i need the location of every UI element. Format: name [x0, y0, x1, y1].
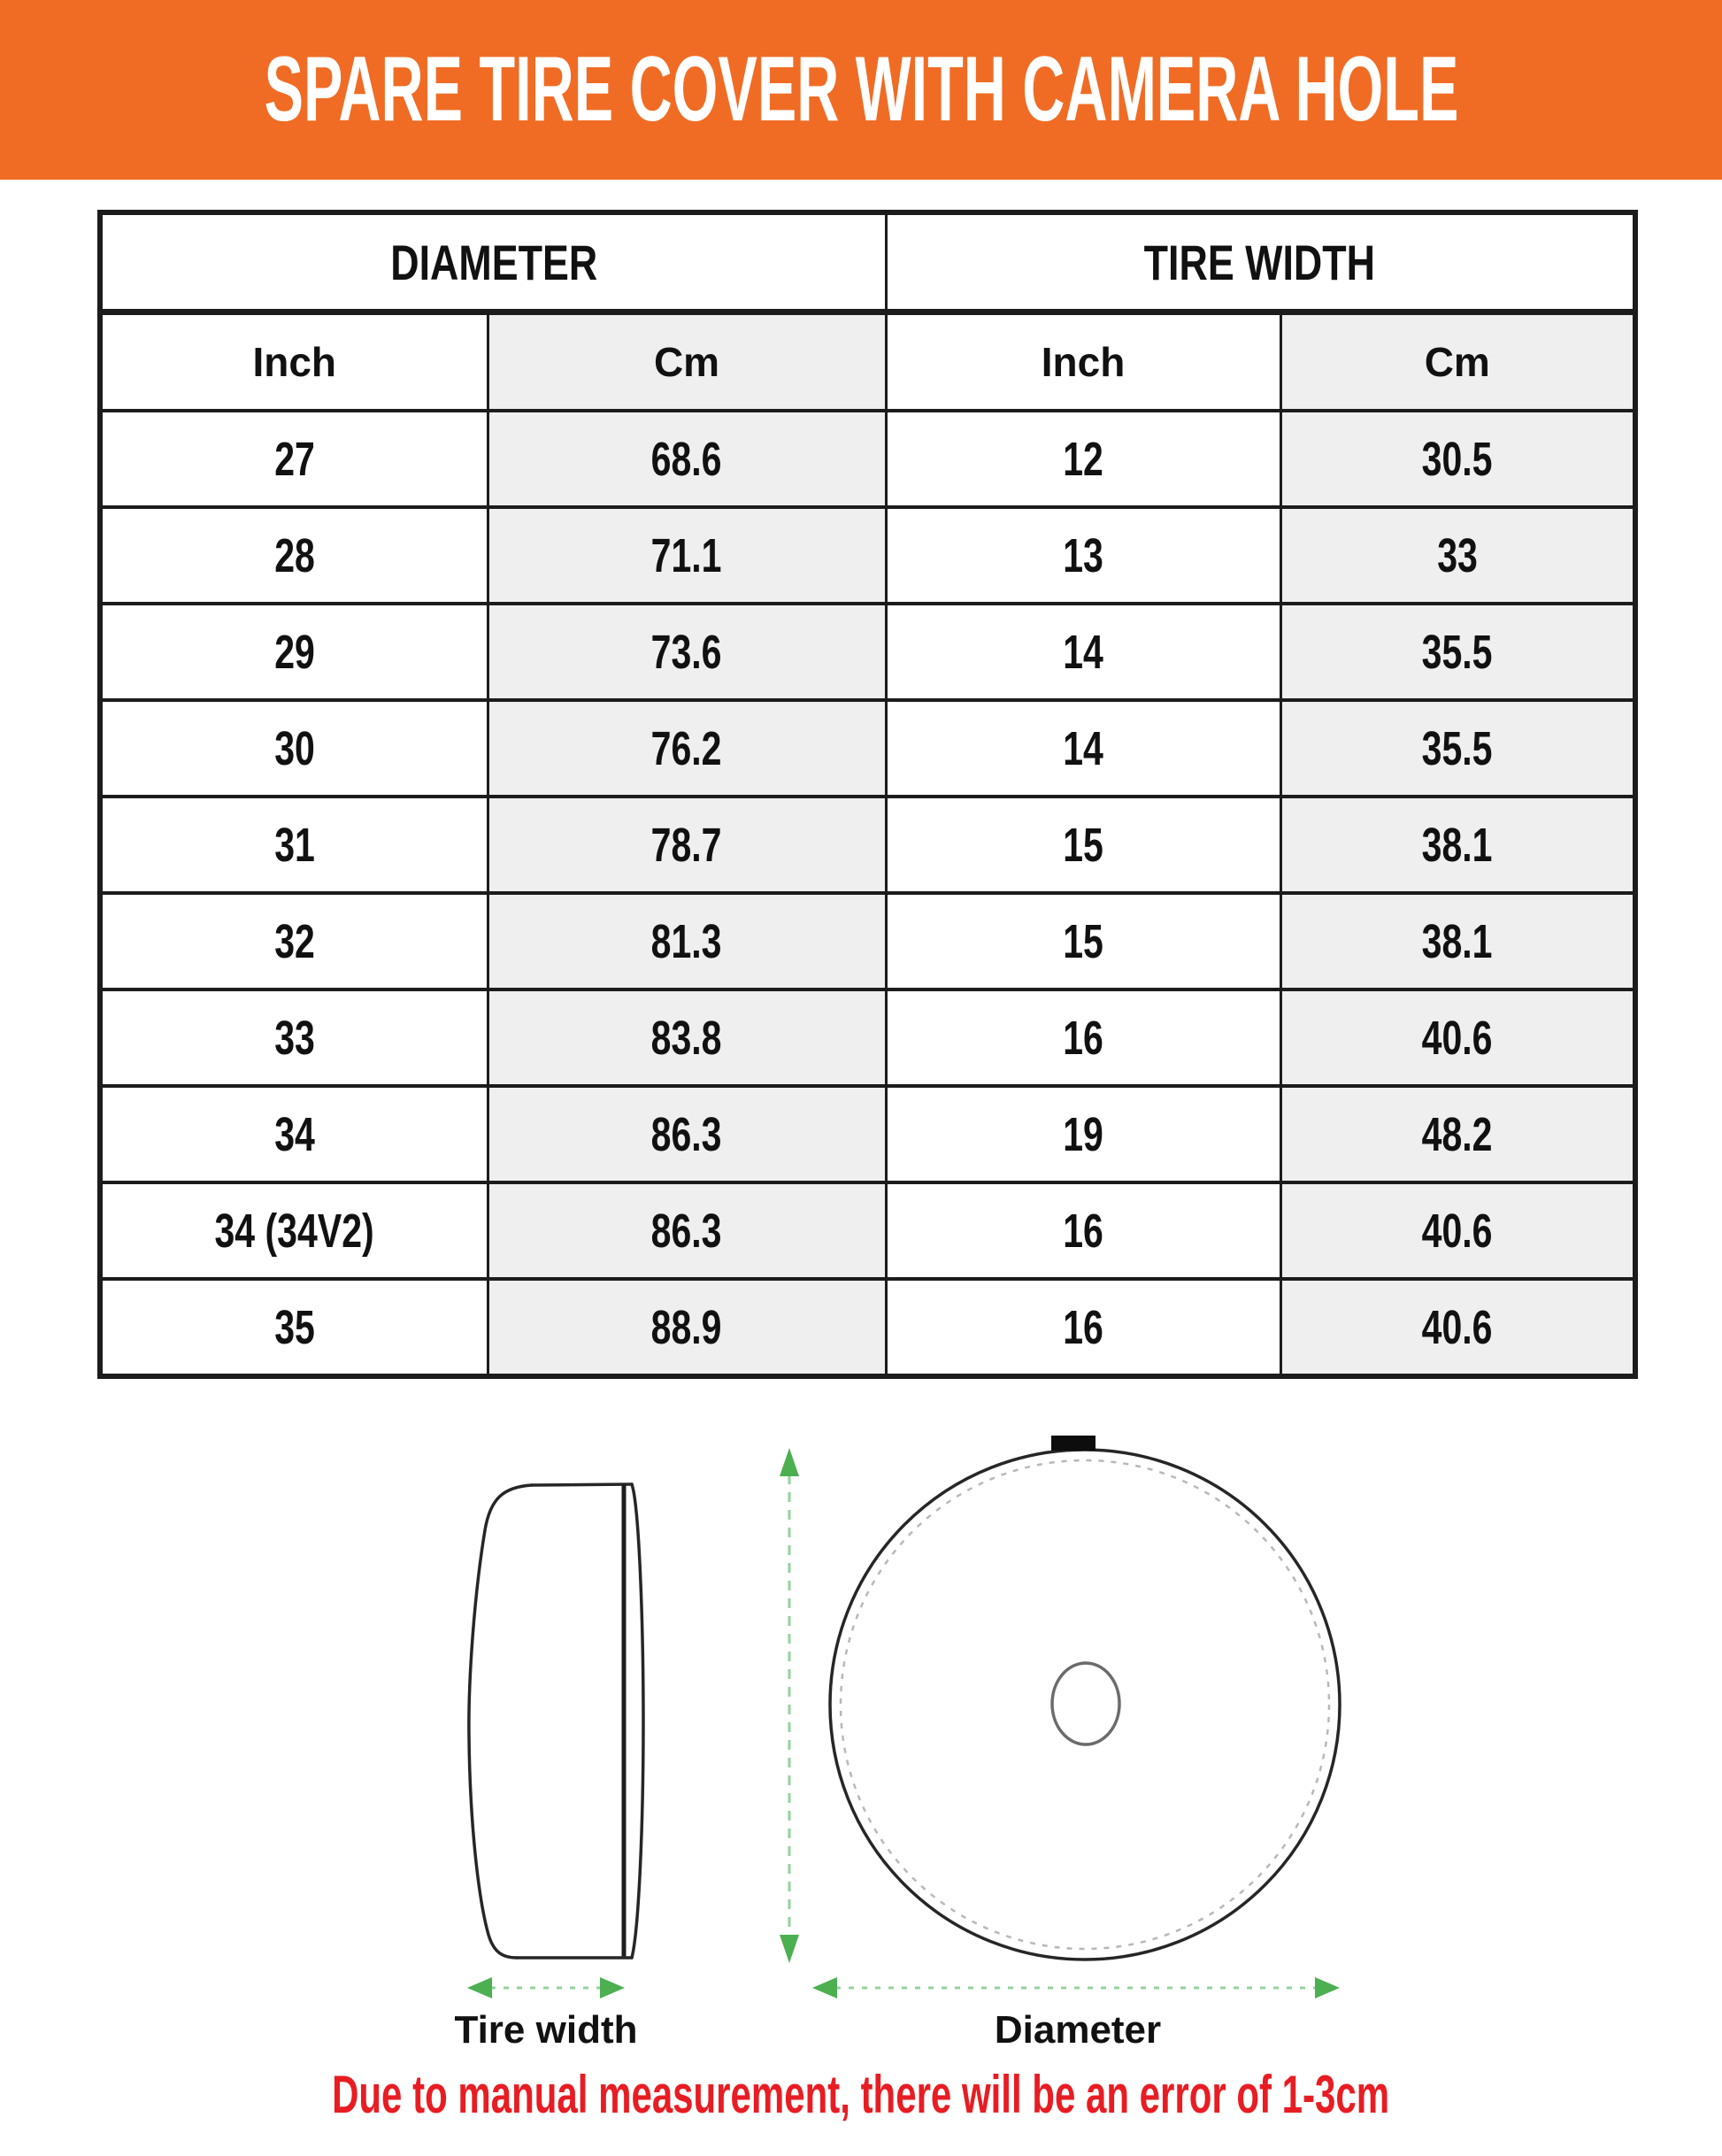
table-cell	[1280, 604, 1635, 700]
page-title: SPARE TIRE COVER WITH CAMERA HOLE	[264, 38, 1458, 141]
cell-value: 12	[1063, 432, 1103, 486]
measurement-diagram	[0, 1416, 1722, 2089]
table-cell	[488, 989, 886, 1086]
table-cell	[488, 411, 886, 507]
cell-value: 16	[1063, 1011, 1103, 1065]
size-table	[97, 210, 1638, 1379]
table-row	[100, 1086, 1635, 1182]
cell-value: 16	[1063, 1300, 1103, 1354]
cell-value: 27	[273, 432, 315, 486]
table-cell	[1280, 1086, 1635, 1182]
table-cell	[1280, 989, 1635, 1086]
diameter-horizontal-arrow	[812, 1977, 1340, 1998]
table-cell	[1280, 411, 1635, 507]
column-header-inch	[100, 312, 488, 412]
column-header-cm	[488, 312, 886, 412]
table-cell	[488, 893, 886, 989]
tire-side-view-drawing	[469, 1484, 643, 1958]
cell-value: 14	[1063, 625, 1103, 679]
cell-value: 76.2	[651, 721, 722, 775]
cell-value: 48.2	[1421, 1107, 1493, 1161]
table-cell	[100, 1086, 488, 1182]
table-row	[100, 893, 1635, 989]
cell-value: 32	[273, 914, 315, 968]
table-cell	[886, 1086, 1280, 1182]
top-tab	[1051, 1436, 1095, 1451]
table-cell	[100, 1182, 488, 1279]
column-header-inch	[886, 312, 1280, 412]
table-cell	[100, 604, 488, 700]
table-row	[100, 989, 1635, 1086]
group-header-tire-width	[886, 212, 1635, 312]
camera-hole	[1052, 1663, 1119, 1744]
table-group-header-row	[100, 212, 1635, 312]
group-header-diameter	[100, 212, 886, 312]
table-cell	[1280, 507, 1635, 604]
cell-value: 83.8	[651, 1011, 722, 1065]
cell-value: 35	[273, 1300, 315, 1354]
column-header-label: Inch	[252, 339, 337, 385]
table-cell	[100, 1279, 488, 1376]
cell-value: 30	[273, 721, 315, 775]
table-cell	[100, 797, 488, 893]
group-header-label: DIAMETER	[389, 234, 597, 290]
table-cell	[488, 1279, 886, 1376]
column-header-label: Cm	[653, 339, 720, 385]
cell-value: 31	[273, 818, 315, 872]
table-cell	[886, 700, 1280, 797]
cell-value: 28	[273, 528, 315, 582]
table-cell	[1280, 797, 1635, 893]
cell-value: 88.9	[651, 1300, 722, 1354]
table-cell	[488, 1182, 886, 1279]
column-header-cm	[1280, 312, 1635, 412]
cell-value: 73.6	[651, 625, 722, 679]
cell-value: 15	[1063, 818, 1103, 872]
cell-value: 14	[1063, 721, 1103, 775]
table-cell	[886, 797, 1280, 893]
column-header-label: Cm	[1424, 339, 1490, 385]
cell-value: 81.3	[651, 914, 722, 968]
cell-value: 15	[1063, 914, 1103, 968]
table-row	[100, 1279, 1635, 1376]
table-row	[100, 411, 1635, 507]
table-cell	[1280, 1182, 1635, 1279]
column-header-label: Inch	[1041, 339, 1126, 385]
table-row	[100, 604, 1635, 700]
footnote	[0, 2064, 1722, 2125]
table-cell	[488, 1086, 886, 1182]
table-cell	[100, 893, 488, 989]
header-banner	[0, 0, 1722, 180]
table-cell	[488, 797, 886, 893]
table-row	[100, 700, 1635, 797]
cell-value: 34	[273, 1107, 315, 1161]
cell-value: 38.1	[1421, 818, 1493, 872]
table-cell	[488, 507, 886, 604]
table-cell	[488, 700, 886, 797]
cell-value: 40.6	[1421, 1300, 1493, 1354]
table-cell	[1280, 1279, 1635, 1376]
table-cell	[886, 989, 1280, 1086]
table-cell	[886, 1279, 1280, 1376]
footnote-text: Due to manual measurement, there will be an error of 1-3cm	[332, 2065, 1390, 2124]
cell-value: 35.5	[1421, 721, 1493, 775]
cell-value: 86.3	[651, 1107, 722, 1161]
cell-value: 40.6	[1421, 1204, 1493, 1258]
diameter-vertical-arrow	[780, 1448, 799, 1963]
table-cell	[100, 507, 488, 604]
table-cell	[1280, 700, 1635, 797]
table-cell	[886, 893, 1280, 989]
diameter-label: Diameter	[994, 2008, 1162, 2052]
table-row	[100, 507, 1635, 604]
group-header-label: TIRE WIDTH	[1144, 234, 1376, 290]
tire-front-view-drawing	[830, 1436, 1340, 1960]
table-unit-header-row	[100, 312, 1635, 412]
cell-value: 35.5	[1421, 625, 1493, 679]
table-cell	[886, 1182, 1280, 1279]
cell-value: 34 (34V2)	[214, 1204, 374, 1258]
table-cell	[886, 411, 1280, 507]
cell-value: 19	[1063, 1107, 1103, 1161]
tire-width-label: Tire width	[454, 2008, 638, 2052]
table-cell	[100, 700, 488, 797]
cell-value: 71.1	[651, 528, 722, 582]
cell-value: 40.6	[1421, 1011, 1493, 1065]
cell-value: 86.3	[651, 1204, 722, 1258]
table-cell	[886, 604, 1280, 700]
table-row	[100, 1182, 1635, 1279]
table-cell	[886, 507, 1280, 604]
table-row	[100, 797, 1635, 893]
cell-value: 13	[1063, 528, 1103, 582]
cell-value: 68.6	[651, 432, 722, 486]
cell-value: 33	[273, 1011, 315, 1065]
cell-value: 38.1	[1421, 914, 1493, 968]
table-cell	[1280, 893, 1635, 989]
cell-value: 30.5	[1421, 432, 1493, 486]
cell-value: 29	[273, 625, 315, 679]
cell-value: 33	[1436, 528, 1478, 582]
tire-width-arrow	[467, 1977, 625, 1998]
table-cell	[100, 411, 488, 507]
cell-value: 78.7	[651, 818, 722, 872]
cell-value: 16	[1063, 1204, 1103, 1258]
table-cell	[100, 989, 488, 1086]
table-cell	[488, 604, 886, 700]
